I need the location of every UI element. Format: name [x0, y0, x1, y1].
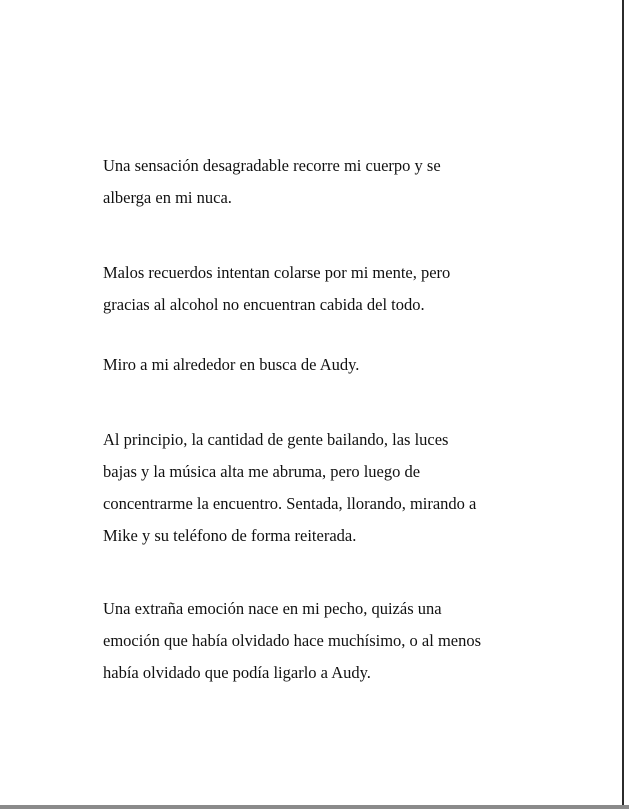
- paragraph-line: Una sensación desagradable recorre mi cuerpo y se: [103, 156, 441, 175]
- page-bottom-edge: [0, 805, 629, 809]
- paragraph-1: [103, 150, 573, 214]
- paragraph-line: había olvidado que podía ligarlo a Audy.: [103, 663, 371, 682]
- paragraph-line: Al principio, la cantidad de gente bailando, las luces: [103, 430, 449, 449]
- paragraph-5: [103, 593, 573, 689]
- page-right-edge: [622, 0, 629, 809]
- paragraph-2: [103, 257, 573, 321]
- paragraph-4: [103, 424, 573, 552]
- paragraph-line: Miro a mi alrededor en busca de Audy.: [103, 355, 360, 374]
- paragraph-line: emoción que había olvidado hace muchísimo, o al menos: [103, 631, 482, 650]
- paragraph-line: alberga en mi nuca.: [103, 188, 232, 207]
- paragraph-line: bajas y la música alta me abruma, pero luego de: [103, 462, 421, 481]
- paragraph-line: Mike y su teléfono de forma reiterada.: [103, 526, 357, 545]
- paragraph-line: concentrarme la encuentro. Sentada, llorando, mirando a: [103, 494, 477, 513]
- paragraph-line: gracias al alcohol no encuentran cabida del todo.: [103, 295, 425, 314]
- paragraph-line: Una extraña emoción nace en mi pecho, quizás una: [103, 599, 442, 618]
- paragraph-line: Malos recuerdos intentan colarse por mi mente, pero: [103, 263, 451, 282]
- paragraph-3: [103, 349, 573, 381]
